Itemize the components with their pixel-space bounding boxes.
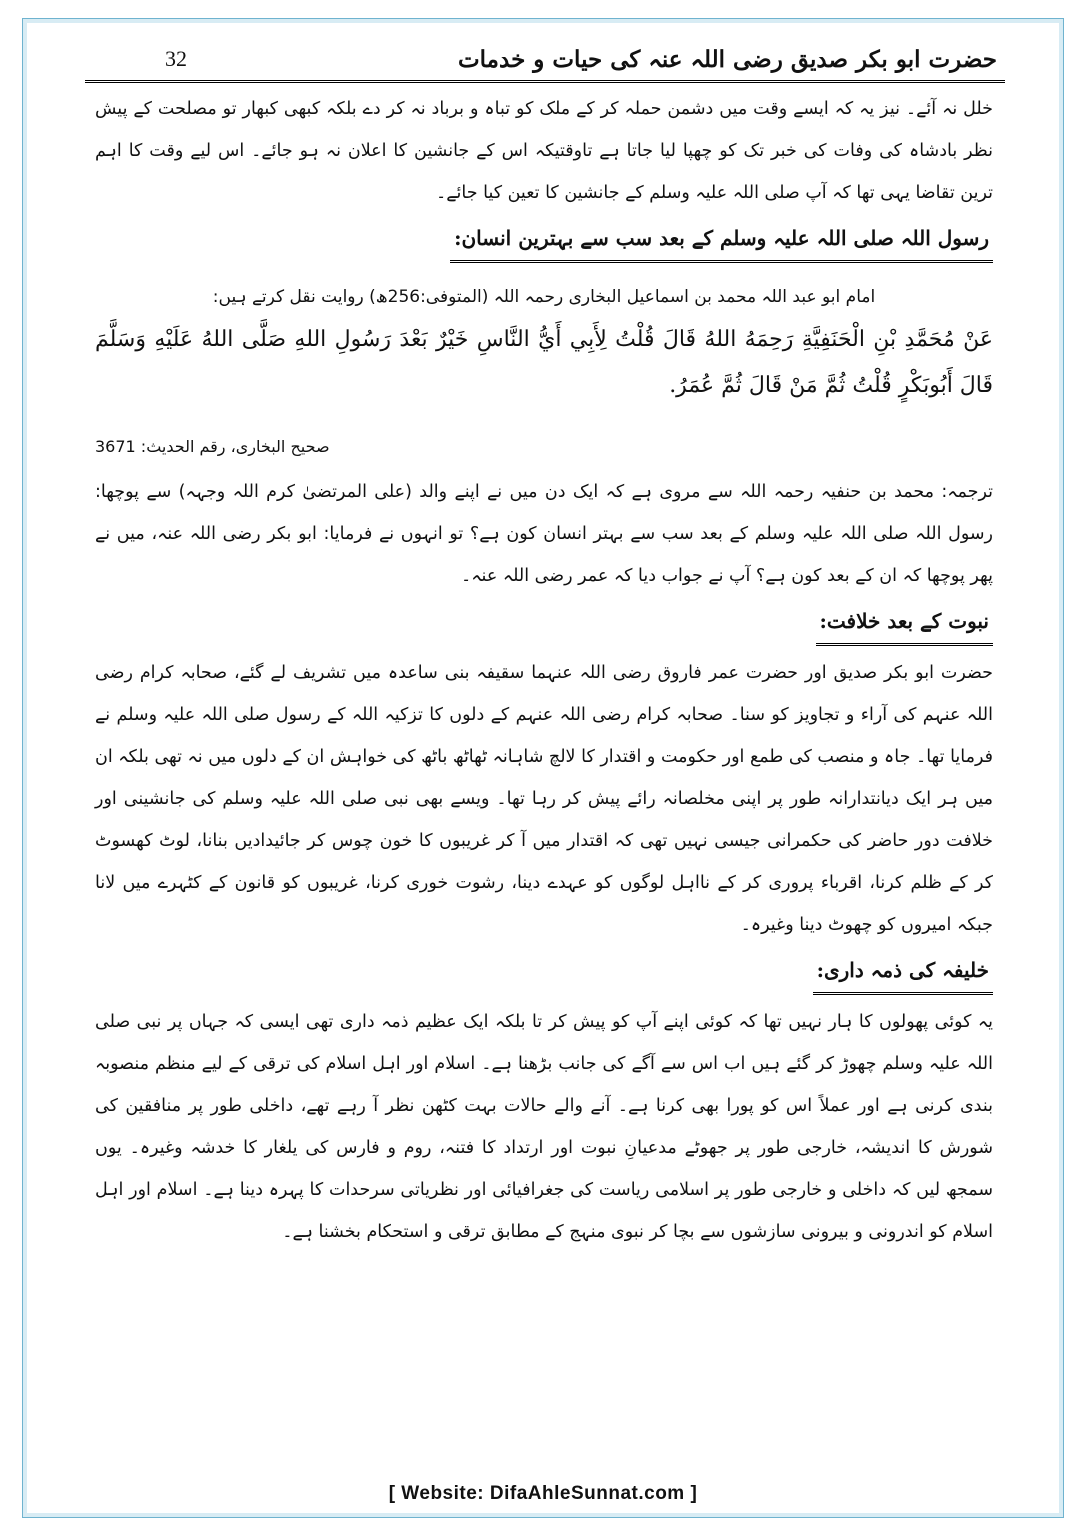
intro-paragraph: خلل نہ آئے۔ نیز یہ کہ ایسے وقت میں دشمن حملہ کر کے ملک کو تباہ و برباد نہ کر دے بلکہ کبھی کبھار تو مصلحت کے پیش نظر بادشاہ کی وفات کی خبر تک کو چھپا لیا جاتا ہے تاوقتیکہ اس کے جانشین کا اعلان نہ ہو جائے۔ اس لیے وقت کا اہم ترین تقاضا یہی تھا کہ آپ صلی اللہ علیہ وسلم کے جانشین کا تعین کیا جائے۔ [95, 99, 993, 203]
page-content [95, 88, 993, 1253]
page-header [85, 40, 1005, 83]
section-caliphate [95, 597, 993, 652]
heading-responsibility: خلیفہ کی ذمہ داری: [813, 950, 993, 995]
footer-website: [ Website: DifaAhleSunnat.com ] [388, 1483, 698, 1504]
responsibility-paragraph: یہ کوئی پھولوں کا ہار نہیں تھا کہ کوئی اپنے آپ کو پیش کر تا بلکہ ایک عظیم ذمہ داری تھی ایسی کہ جہاں پر نبی صلی اللہ علیہ وسلم چھوڑ کر گئے ہیں اب اس سے آگے کی جانب بڑھنا ہے۔ اسلام اور اہل اسلام کی ترقی کے لیے منظم منصوبہ بندی کرنی ہے اور عملاً اس کو پورا بھی کرنا ہے۔ آنے والے حالات بہت کٹھن نظر آ رہے تھے، داخلی طور پر منافقین کی شورش کا اندیشہ، خارجی طور پر جھوٹے مدعیانِ نبوت اور ارتداد کا فتنہ، روم و فارس کی یلغار کا خدشہ وغیرہ۔ یوں سمجھ لیں کہ داخلی و خارجی طور پر اسلامی ریاست کی جغرافیائی اور نظریاتی سرحدات کا پہرہ دینا ہے۔ اسلام اور اہل اسلام کو اندرونی و بیرونی سازشوں سے بچا کر نبوی منہج کے مطابق ترقی و استحکام بخشنا ہے۔ [95, 1012, 993, 1242]
hadith-reference [95, 429, 993, 465]
heading-caliphate: نبوت کے بعد خلافت: [816, 601, 993, 646]
arabic-hadith: عَنْ مُحَمَّدِ بْنِ الْحَنَفِيَّةِ رَحِمَهُ اللهُ قَالَ قُلْتُ لِأَبِي أَيُّ النَّاسِ خَيْرٌ بَعْدَ رَسُولِ اللهِ صَلَّى اللهُ عَلَيْهِ وَسَلَّمَ قَالَ أَبُوبَكْرٍ قُلْتُ ثُمَّ مَنْ قَالَ ثُمَّ عُمَرُ. [95, 327, 993, 398]
caliphate-paragraph: حضرت ابو بکر صدیق اور حضرت عمر فاروق رضی اللہ عنہما سقیفہ بنی ساعدہ میں تشریف لے گئے، صحابہ کرام رضی اللہ عنہم کی آراء و تجاویز کو سنا۔ صحابہ کرام رضی اللہ عنہم کے دلوں کا تزکیہ اللہ کے رسول صلی اللہ علیہ وسلم نے فرمایا تھا۔ جاہ و منصب کی طمع اور حکومت و اقتدار کا لالچ شاہانہ ٹھاٹھ باٹھ کی خواہش ان کے دلوں میں نہ تھی بلکہ ان میں ہر ایک دیانتدارانہ طور پر اپنی مخلصانہ رائے پیش کر رہا تھا۔ ویسے بھی نبی صلی اللہ علیہ وسلم کی جانشینی اور خلافت دور حاضر کی حکمرانی جیسی نہیں تھی کہ اقتدار میں آ کر غریبوں کا خون چوس کر جائیدادیں بنانا، لوٹ کھسوٹ کر کے ظلم کرنا، اقرباء پروری کر کے نااہل لوگوں کو عہدے دینا، رشوت خوری کرنا، غریبوں کو قانون کے کٹہرے میں لانا جبکہ امیروں کو چھوٹ دینا وغیرہ۔ [95, 663, 993, 935]
section-best-person [95, 214, 993, 269]
hadith-translation: ترجمہ: محمد بن حنفیہ رحمہ اللہ سے مروی ہے کہ ایک دن میں نے اپنے والد (علی المرتضیٰ کرم اللہ وجہہ) سے پوچھا: رسول اللہ صلی اللہ علیہ وسلم کے بعد سب سے بہتر انسان کون ہے؟ تو انہوں نے فرمایا: ابو بکر رضی اللہ عنہ، میں نے پھر پوچھا کہ ان کے بعد کون ہے؟ آپ نے جواب دیا کہ عمر رضی اللہ عنہ۔ [95, 482, 993, 586]
book-title: حضرت ابو بکر صدیق رضی اللہ عنہ کی حیات و خدمات [458, 46, 997, 73]
heading-best-person: رسول اللہ صلی اللہ علیہ وسلم کے بعد سب سے بہترین انسان: [450, 218, 993, 263]
page-number: 32 [165, 46, 187, 71]
narrator-intro: امام ابو عبد اللہ محمد بن اسماعیل البخاری رحمہ اللہ (المتوفی:256ھ) روایت نقل کرتے ہیں: [212, 287, 876, 307]
hadith-reference-text: صحیح البخاری، رقم الحدیث: 3671 [95, 437, 330, 456]
section-responsibility [95, 946, 993, 1001]
